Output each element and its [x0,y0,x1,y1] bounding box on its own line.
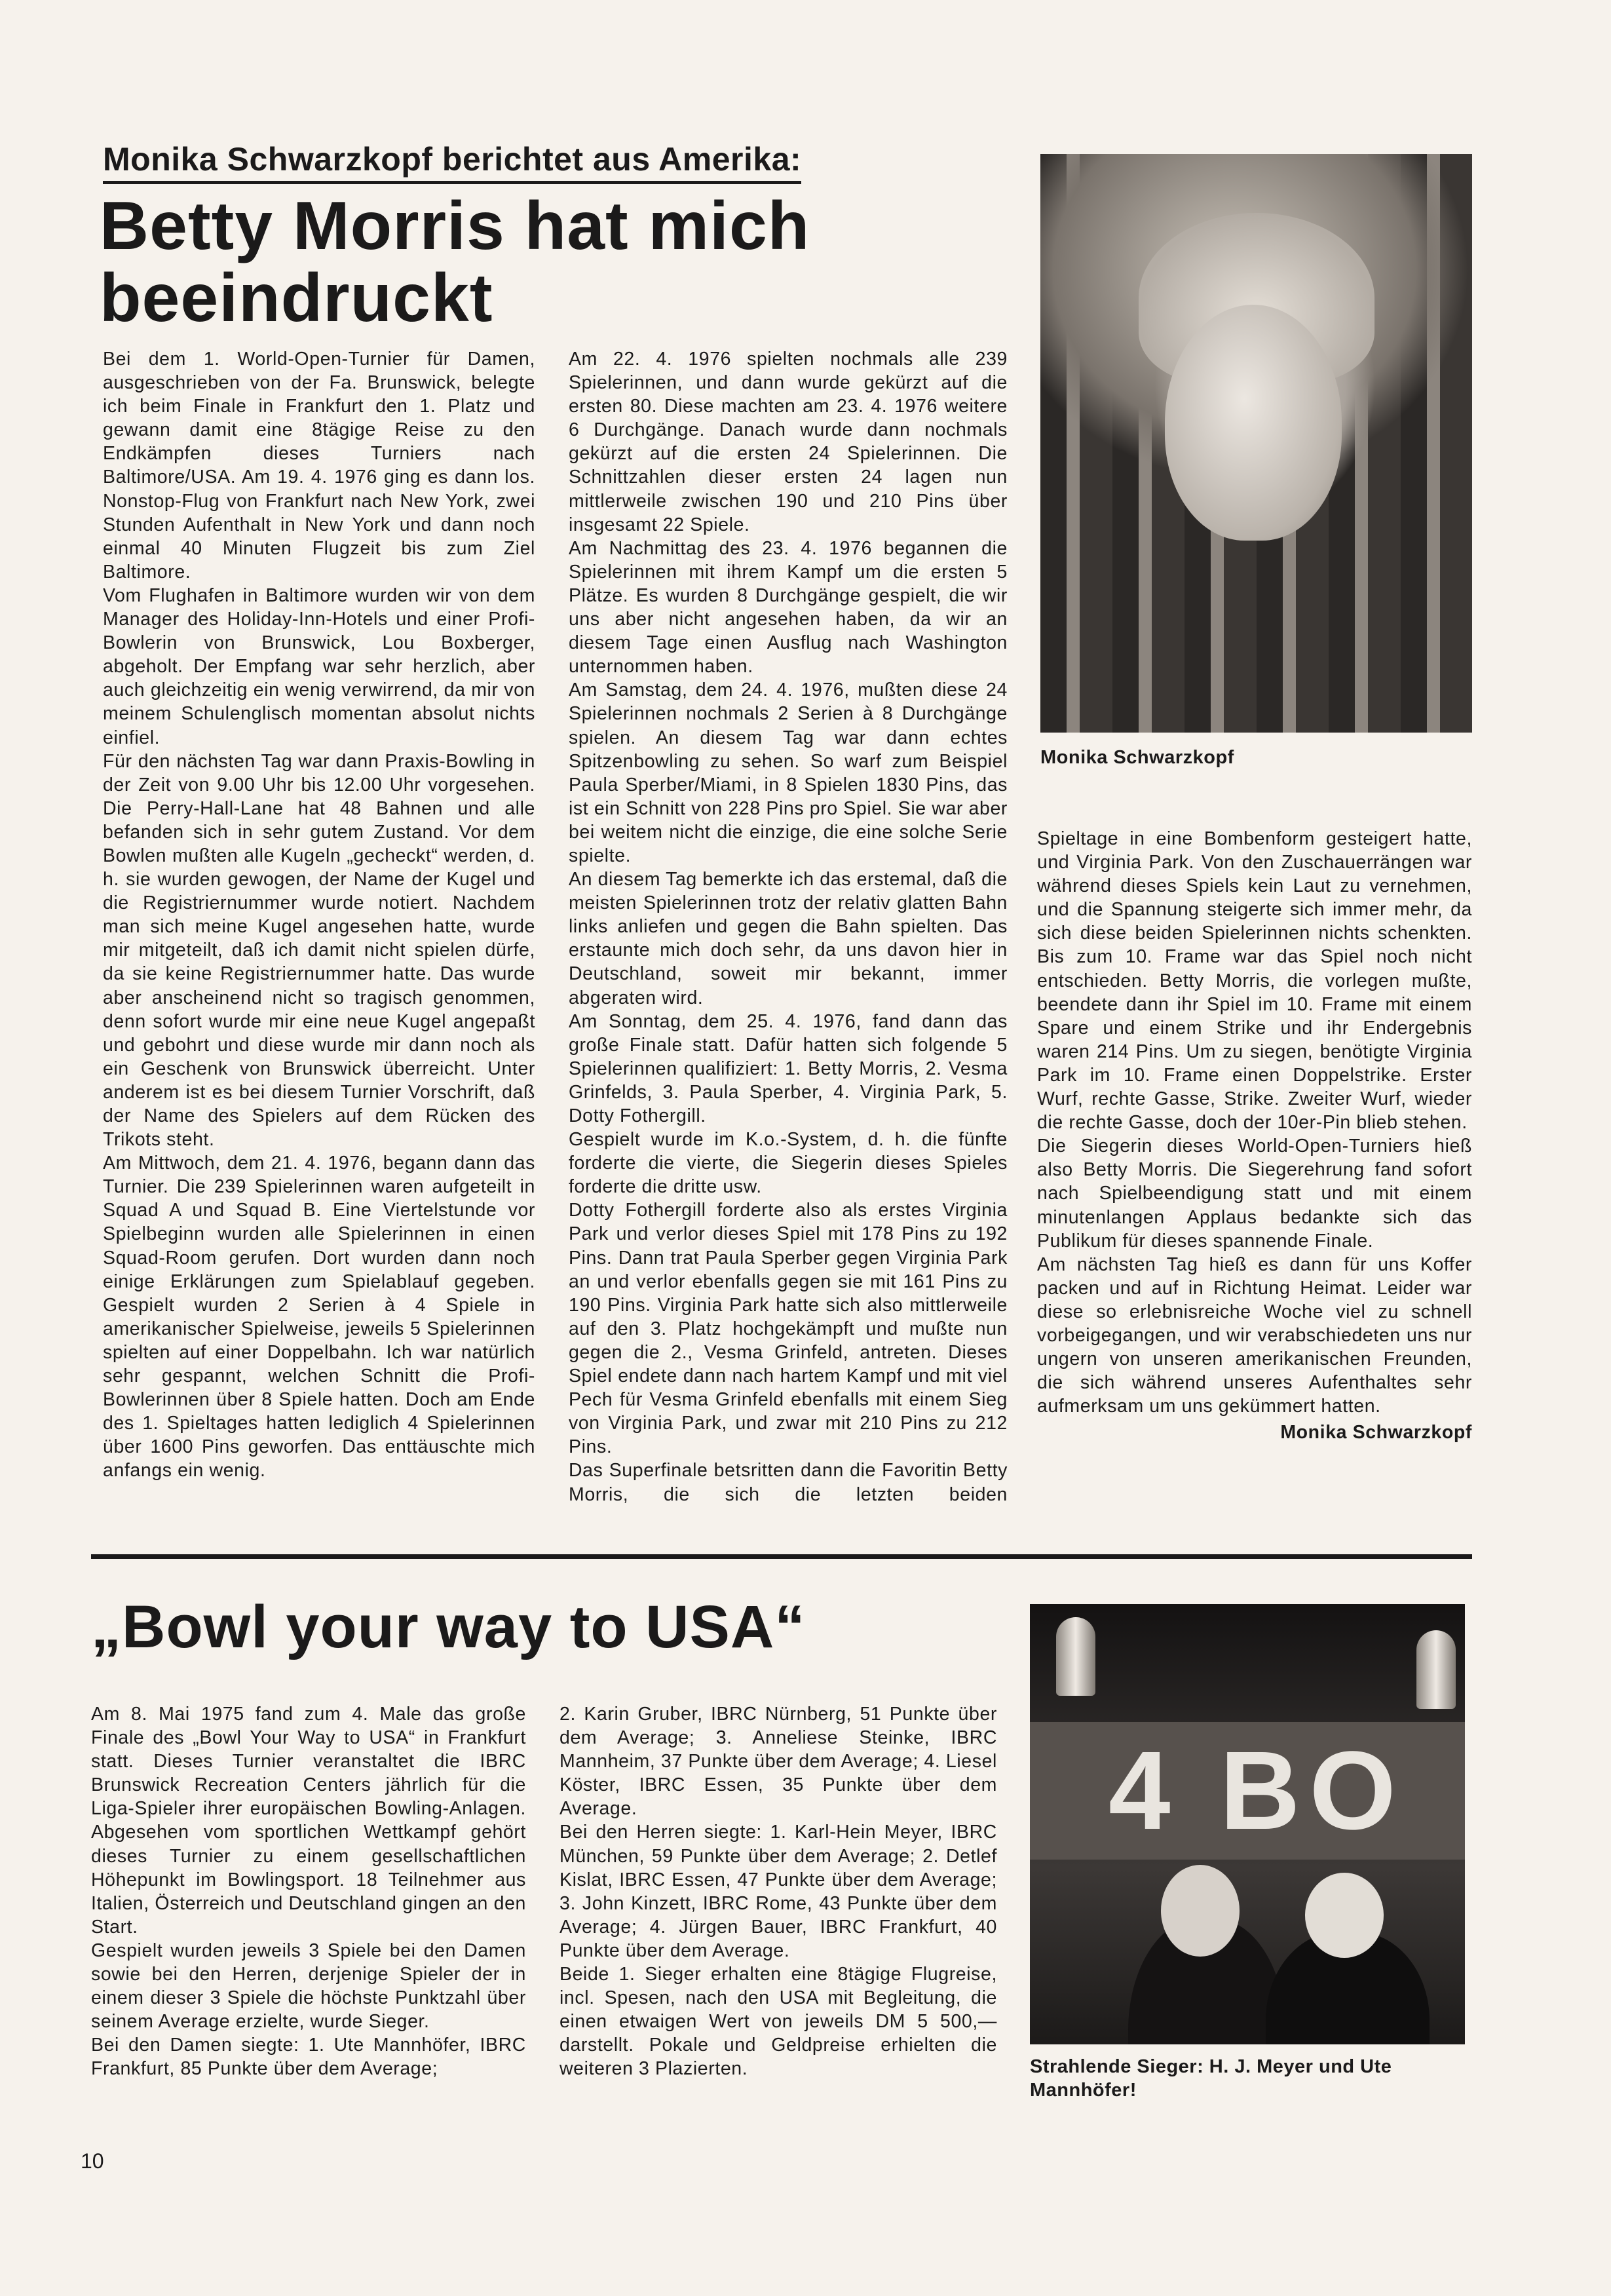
paragraph: Am Mittwoch, dem 21. 4. 1976, begann dann das Turnier. Die 239 Spielerinnen waren aufgeteilt in Squad A und Squad B. Eine Viertelstunde vor Spielbeginn wurden alle Spielerinnen in einen Squad-Room gerufen. Dort wurden dann noch einige Erklärungen zum Spielablauf gegeben. Gespielt wurden 2 Serien à 4 Spiele in amerikanischer Spielweise, jeweils 5 Spielerinnen spielten auf einer Doppelbahn. Ich war natürlich sehr gespannt, welchen Schnitt die Profi-Bowlerinnen über 8 Spiele hatten. Doch am Ende des 1. Spieltages hatten lediglich 4 Spielerinnen über 1600 Pins geworfen. Das enttäuschte mich anfangs ein wenig. [103,1153,535,1482]
section-divider [91,1554,1472,1559]
photo-man-face [1161,1865,1240,1957]
article-2-headline: „Bowl your way to USA“ [91,1594,806,1660]
paragraph: Beide 1. Sieger erhalten eine 8tägige Flugreise, incl. Spesen, nach den USA mit Begleitung, die einen etwaigen Wert von jeweils DM 5 500,— darstellt. Pokale und Geldpreise erhielten die weiteren 3 Plazierten. [559,1964,997,2080]
paragraph: 2. Karin Gruber, IBRC Nürnberg, 51 Punkte über dem Average; 3. Anneliese Steinke, IBRC Mannheim, 37 Punkte über dem Average; 4. Liesel Köster, IBRC Essen, 35 Punkte über dem Average. [559,1704,997,1820]
article-2-column-2 [559,1702,997,2081]
paragraph: Dotty Fothergill forderte also als erstes Virginia Park und verlor dieses Spiel mit 178 Pins zu 192 Pins. Dann trat Paula Sperber gegen Virginia Park an und verlor ebenfalls gegen sie mit 161 Pins zu 190 Pins. Virginia Park hatte sich also mittlerweile auf den 3. Platz hochgekämpft und mußte nun gegen die 2., Vesma Grinfeld, antreten. Dieses Spiel endete dann nach hartem Kampf und mit viel Pech für Vesma Grinfeld ebenfalls mit einem Sieg von Virginia Park, und zwar mit 210 Pins zu 212 Pins. [569,1200,1008,1458]
photo-caption: Strahlende Sieger: H. J. Meyer und Ute Mannhöfer! [1030,2056,1392,2101]
paragraph: Am 22. 4. 1976 spielten nochmals alle 239 Spielerinnen, und dann wurde gekürzt auf die ersten 80. Diese machten am 23. 4. 1976 weitere 6 Durchgänge. Danach wurde dann nochmals gekürzt auf die ersten 24 Spielerinnen. Die Schnittzahlen dieser ersten 24 lagen nun mittlerweile zwischen 190 und 210 Pins über insgesamt 22 Spiele. [569,349,1008,535]
paragraph: Für den nächsten Tag war dann Praxis-Bowling in der Zeit von 9.00 Uhr bis 12.00 Uhr vorgesehen. Die Perry-Hall-Lane hat 48 Bahnen und alle befanden sich in sehr gutem Zustand. Vor dem Bowlen mußten alle Kugeln „gecheckt“ werden, d. h. sie wurden gewogen, der Name der Kugel und die Registriernummer wurde notiert. Nachdem man sich meine Kugel angesehen hatte, wurde mir mitgeteilt, daß ich damit nicht spielen dürfe, da sie keine Registriernummer hatte. Das wurde aber anscheinend nicht so tragisch genommen, denn sofort wurde mir eine neue Kugel angepaßt und gebohrt und diese wurde mir dann noch als ein Geschenk von Brunswick überreicht. Unter anderem ist es bei diesem Turnier Vorschrift, daß der Name des Spielers auf dem Rücken des Trikots steht. [103,750,535,1151]
portrait-photo [1040,154,1472,733]
page-number: 10 [81,2149,104,2173]
paragraph: Bei den Herren siegte: 1. Karl-Hein Meyer, IBRC München, 59 Punkte über dem Average; 2. Detlef Kislat, IBRC Essen, 47 Punkte über dem Average; 3. John Kinzett, IBRC Rome, 43 Punkte über dem Average; 4. Jürgen Bauer, IBRC Frankfurt, 40 Punkte über dem Average. [559,1822,997,1961]
article-2-column-1 [91,1702,526,2081]
article-column-2 [569,347,1008,1506]
winners-photo [1030,1604,1465,2044]
photo-banner-text: 4 BO [1109,1729,1405,1853]
paragraph: Gespielt wurde im K.o.-System, d. h. die fünfte forderte die vierte, die Siegerin dieses Spieles forderte die dritte usw. [569,1129,1008,1198]
photo-caption: Monika Schwarzkopf [1040,747,1234,768]
paragraph: Am 8. Mai 1975 fand zum 4. Male das große Finale des „Bowl Your Way to USA“ in Frankfurt statt. Dieses Turnier veranstaltet die IBRC Brunswick Recreation Centers jährlich für die Liga-Spieler ihrer europäischen Bowling-Anlagen. Abgesehen vom sportlichen Wettkampf gehört dieses Turnier zu einem gesellschaftlichen Höhepunkt im Bowlingsport. 18 Teilnehmer aus Italien, Österreich und Deutschland gingen an den Start. [91,1704,526,1938]
headline-line-2: beeindruckt [100,260,493,336]
article-kicker: Monika Schwarzkopf berichtet aus Amerika: [103,139,801,184]
article-column-1 [103,347,535,1483]
paragraph: Bei dem 1. World-Open-Turnier für Damen, ausgeschrieben von der Fa. Brunswick, belegte ich beim Finale in Frankfurt den 1. Platz und gewann damit eine 8tägige Reise zu den Endkämpfen dieses Turniers nach Baltimore/USA. Am 19. 4. 1976 ging es dann los. Nonstop-Flug von Frankfurt nach New York, zwei Stunden Aufenthalt in New York und dann noch einmal 40 Minuten Flugzeit bis zum Ziel Baltimore. [103,349,535,583]
article-headline [100,190,951,334]
photo-face-shape [1165,305,1342,541]
paragraph: Am nächsten Tag hieß es dann für uns Koffer packen und auf in Richtung Heimat. Leider war diese so erlebnisreiche Woche viel zu schnell vorbeigegangen, und wir verabschiedeten uns nur ungern von unseren amerikanischen Freunden, die sich während unseres Aufenthaltes sehr aufmerksam um uns gekümmert hatten. [1037,1253,1472,1417]
paragraph: Vom Flughafen in Baltimore wurden wir von dem Manager des Holiday-Inn-Hotels und einer Profi-Bowlerin von Brunswick, Lou Boxberger, abgeholt. Der Empfang war sehr herzlich, aber auch gleichzeitig ein wenig verwirrend, da mir von meinem Schulenglisch momentan absolut nichts einfiel. [103,584,535,748]
paragraph: Bei den Damen siegte: 1. Ute Mannhöfer, IBRC Frankfurt, 85 Punkte über dem Average; [91,2035,526,2080]
author-signature: Monika Schwarzkopf [1280,1422,1472,1444]
paragraph: Spieltage in eine Bombenform gesteigert hatte, und Virginia Park. Von den Zuschauerrängen war während dieses Spiels kein Laut zu vernehmen, und die Spannung steigerte sich immer mehr, da sich diese beiden Spielerinnen nichts schenkten. Bis zum 10. Frame war das Spiel noch nicht entschieden. Betty Morris, die vorlegen mußte, beendete dann ihr Spiel im 10. Frame mit einem Spare und einem Strike und ihr Endergebnis waren 214 Pins. Um zu siegen, benötigte Virginia Park im 10. Frame einen Doppelstrike. Erster Wurf, rechte Gasse, Strike. Zweiter Wurf, wieder die rechte Gasse, doch der 10er-Pin blieb stehen. [1037,828,1472,1134]
paragraph: Am Sonntag, dem 25. 4. 1976, fand dann das große Finale statt. Dafür hatten sich folgende 5 Spielerinnen qualifiziert: 1. Betty Morris, 2. Vesma Grinfelds, 3. Paula Sperber, 4. Virginia Park, 5. Dotty Fothergill. [569,1010,1008,1126]
paragraph-continued: Das Superfinale betsritten dann die Favoritin Betty Morris, die sich die letzten beiden [569,1460,1008,1505]
headline-line-1: Betty Morris hat mich [100,188,810,264]
paragraph: Am Samstag, dem 24. 4. 1976, mußten diese 24 Spielerinnen nochmals 2 Serien à 8 Durchgänge spielen. An diesem Tag war dann echtes Spitzenbowling zu sehen. So warf zum Beispiel Paula Sperber/Miami, in 8 Spielen 1830 Pins, das ist ein Schnitt von 228 Pins pro Spiel. Sie war aber bei weitem nicht die einzige, die eine solche Serie spielte. [569,679,1008,866]
trophy-icon [1416,1630,1456,1709]
trophy-icon [1056,1617,1095,1696]
paragraph: Gespielt wurden jeweils 3 Spiele bei den Damen sowie bei den Herren, derjenige Spieler der in einem dieser 3 Spiele die höchste Punktzahl über seinem Average erzielte, wurde Sieger. [91,1940,526,2033]
paragraph: Die Siegerin dieses World-Open-Turniers hieß also Betty Morris. Die Siegerehrung fand sofort nach Spielbeendigung statt und mit einem minutenlangen Applaus bedankte sich das Publikum für dieses spannende Finale. [1037,1136,1472,1252]
article-column-3 [1037,827,1472,1444]
photo-woman-face [1305,1873,1384,1958]
paragraph: Am Nachmittag des 23. 4. 1976 begannen die Spielerinnen mit ihrem Kampf um die ersten 5 Plätze. Es wurden 8 Durchgänge gespielt, die wir uns aber nicht angesehen haben, da wir an diesem Tage einen Ausflug nach Washington unternommen haben. [569,537,1008,678]
paragraph: An diesem Tag bemerkte ich das erstemal, daß die meisten Spielerinnen trotz der relativ glatten Bahn links anliefen und gegen die Bahn spielten. Das erstaunte mich doch sehr, da uns davon hier in Deutschland, soweit mir bekannt, immer abgeraten wird. [569,869,1008,1008]
